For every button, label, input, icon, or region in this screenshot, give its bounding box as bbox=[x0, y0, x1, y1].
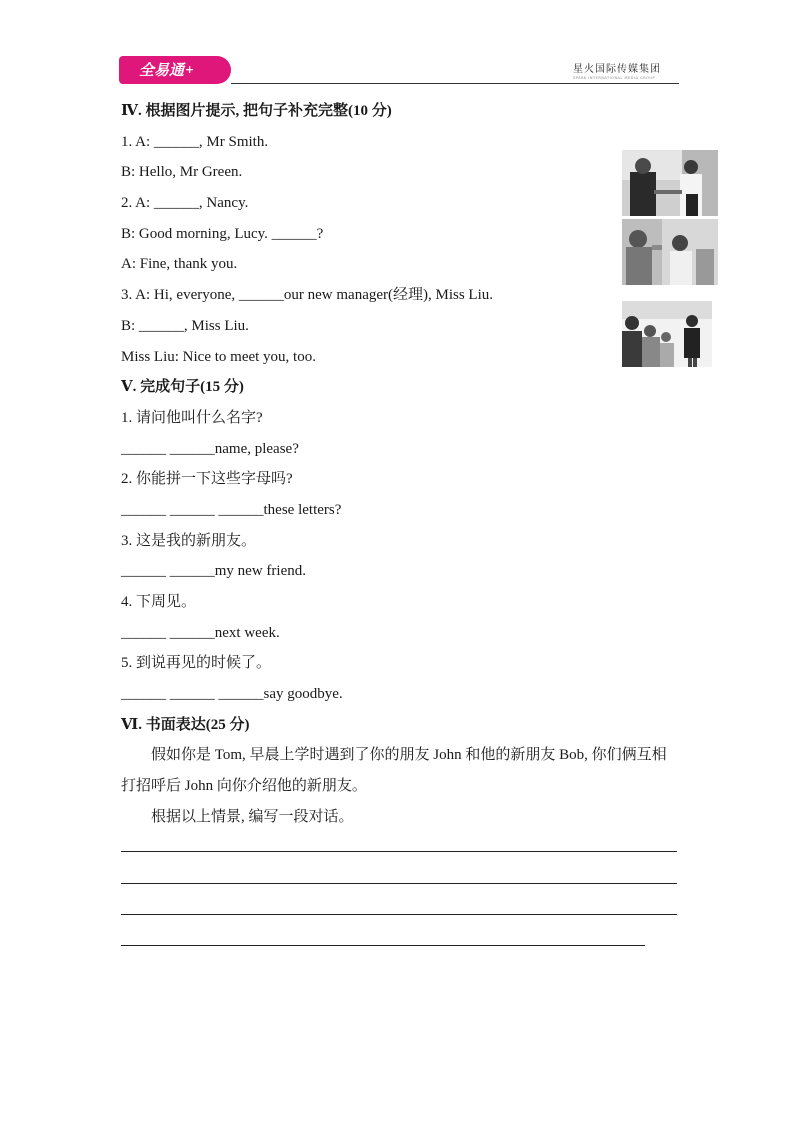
answer-line[interactable] bbox=[121, 945, 645, 946]
worksheet-content bbox=[121, 96, 681, 833]
section-4-line-1: 1. A: ______, Mr Smith. bbox=[121, 133, 269, 150]
header-rule bbox=[231, 83, 679, 84]
section-5-line-2: ______ ______name, please? bbox=[121, 440, 299, 457]
section-5-heading: Ⅴ. 完成句子(15 分) bbox=[121, 379, 244, 396]
section-4-line-8: Miss Liu: Nice to meet you, too. bbox=[121, 348, 316, 365]
section-5-line-9: 5. 到说再见的时候了。 bbox=[121, 655, 272, 672]
section-5-line-7: 4. 下周见。 bbox=[121, 594, 197, 610]
logo-plus: + bbox=[185, 63, 195, 76]
greeting-photo bbox=[622, 219, 718, 285]
section-5-line-3: 2. 你能拼一下这些字母吗? bbox=[121, 471, 293, 488]
section-4-line-4: B: Good morning, Lucy. ______? bbox=[121, 225, 324, 242]
section-5-line-4: ______ ______ ______these letters? bbox=[121, 501, 342, 518]
section-5-line-1: 1. 请问他叫什么名字? bbox=[121, 409, 263, 426]
publisher-logo bbox=[119, 56, 231, 84]
answer-line[interactable] bbox=[121, 883, 677, 884]
section-5-line-8: ______ ______next week. bbox=[121, 624, 280, 641]
section-5-line-10: ______ ______ ______say goodbye. bbox=[121, 686, 343, 703]
section-4-line-7: B: ______, Miss Liu. bbox=[121, 317, 249, 334]
logo-text: 全易通 bbox=[139, 61, 185, 79]
section-4-line-6: 3. A: Hi, everyone, ______our new manager(经理), Miss Liu. bbox=[121, 287, 494, 304]
handshake-photo bbox=[622, 150, 718, 216]
section-6-heading: Ⅵ. 书面表达(25 分) bbox=[121, 716, 250, 733]
brand-block bbox=[573, 60, 661, 80]
page-header bbox=[119, 56, 679, 86]
answer-line[interactable] bbox=[121, 914, 677, 915]
brand-name-cn: 星火国际传媒集团 bbox=[573, 64, 661, 75]
section-4-heading: Ⅳ. 根据图片提示, 把句子补充完整(10 分) bbox=[121, 103, 392, 119]
section-6-instruction: 根据以上情景, 编写一段对话。 bbox=[151, 808, 354, 825]
answer-line[interactable] bbox=[121, 851, 677, 852]
meeting-photo bbox=[622, 301, 712, 367]
section-4-line-2: B: Hello, Mr Green. bbox=[121, 164, 243, 181]
brand-name-en: SPARK INTERNATIONAL MEDIA GROUP bbox=[573, 76, 656, 80]
section-6-scenario: 假如你是 Tom, 早晨上学时遇到了你的朋友 John 和他的新朋友 Bob, 你们俩互相打招呼后 John 向你介绍他的新朋友。 bbox=[121, 747, 667, 795]
section-4-line-5: A: Fine, thank you. bbox=[121, 256, 238, 273]
section-5-line-5: 3. 这是我的新朋友。 bbox=[121, 532, 257, 549]
section-5-line-6: ______ ______my new friend. bbox=[121, 563, 306, 580]
section-4-line-3: 2. A: ______, Nancy. bbox=[121, 195, 249, 212]
